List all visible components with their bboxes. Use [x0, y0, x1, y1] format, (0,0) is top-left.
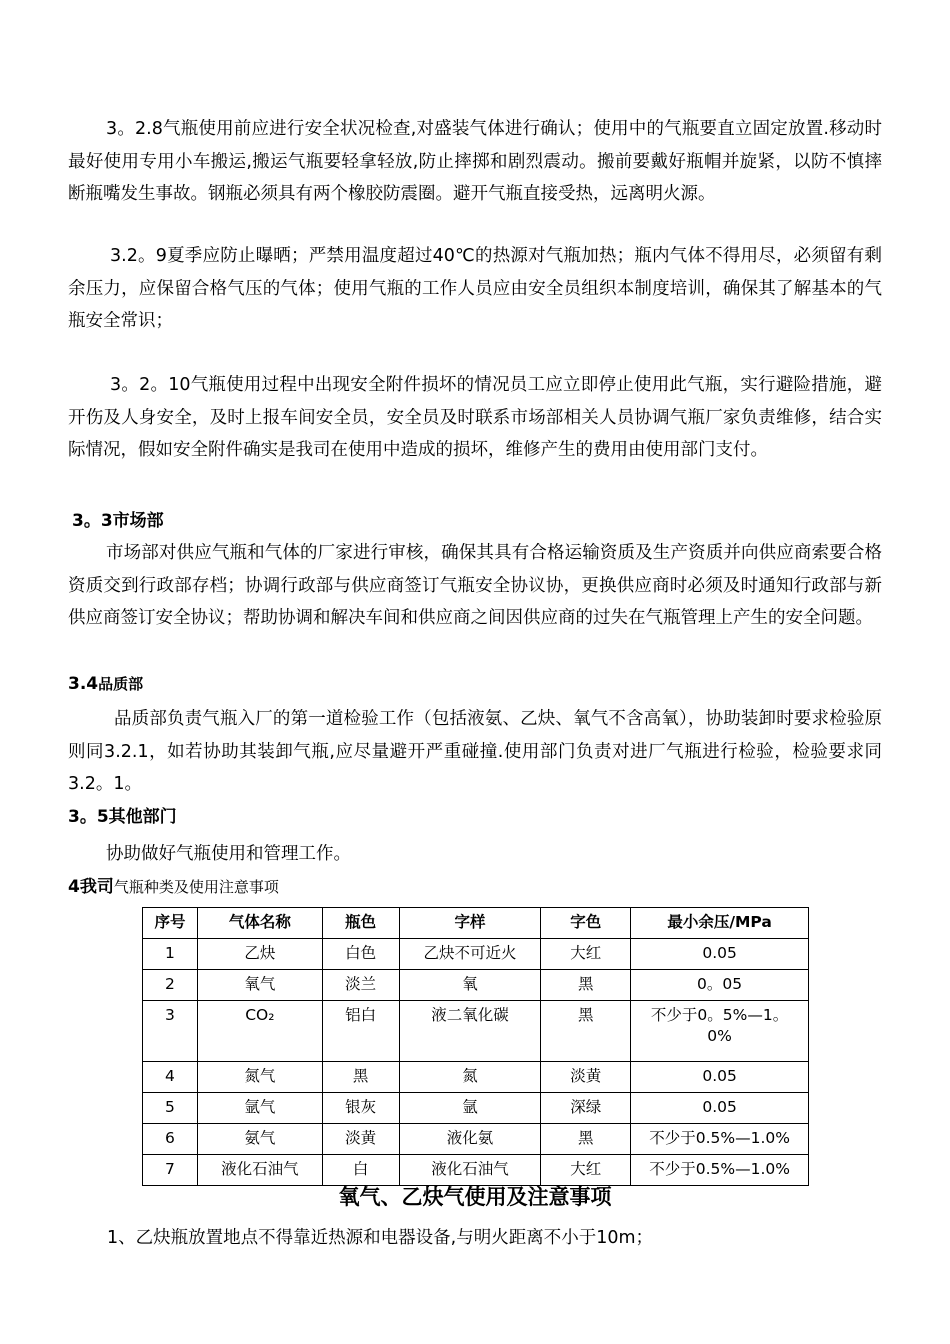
heading-4-text: 气瓶种类及使用注意事项: [113, 878, 279, 896]
table-cell: 7: [143, 1155, 198, 1186]
paragraph-3-2-10: 3。2。10气瓶使用过程中出现安全附件损坏的情况员工应立即停止使用此气瓶，实行避险措施，避开伤及人身安全，及时上报车间安全员，安全员及时联系市场部相关人员协调气瓶厂家负责维修，结合实际情况，假如安全附件确实是我司在使用中造成的损坏，维修产生的费用由使用部门支付。: [68, 375, 882, 460]
table-cell: 液化石油气: [197, 1155, 322, 1186]
table-cell: 铝白: [322, 1001, 399, 1062]
table-cell: 液化氨: [399, 1124, 541, 1155]
table-cell: 黑: [541, 1001, 631, 1062]
table-cell: 0。05: [631, 970, 809, 1001]
table-header-cell: 最小余压/MPa: [631, 908, 809, 939]
table-header-cell: 气体名称: [197, 908, 322, 939]
table-row: [143, 1093, 809, 1124]
table-cell: 液化石油气: [399, 1155, 541, 1186]
table-cell: 液二氧化碳: [399, 1001, 541, 1062]
table-header-cell: 字色: [541, 908, 631, 939]
table-cell: 淡兰: [322, 970, 399, 1001]
table-row: [143, 1001, 809, 1062]
table-cell: 氨气: [197, 1124, 322, 1155]
table-cell: 黑: [322, 1062, 399, 1093]
table-cell: 氮: [399, 1062, 541, 1093]
heading-3-4-number: 3.4: [68, 674, 99, 694]
heading-4-bold: 4我司: [68, 877, 114, 897]
table-cell: 5: [143, 1093, 198, 1124]
table-cell: 深绿: [541, 1093, 631, 1124]
list-item-1: 1、乙炔瓶放置地点不得靠近热源和电器设备,与明火距离不小于10m；: [107, 1228, 654, 1248]
table-cell: 0.05: [631, 939, 809, 970]
table-cell: 乙炔: [197, 939, 322, 970]
paragraph-3-3: 市场部对供应气瓶和气体的厂家进行审核，确保其具有合格运输资质及生产资质并向供应商索要合格资质交到行政部存档；协调行政部与供应商签订气瓶安全协议协，更换供应商时必须及时通知行政部与新供应商签订安全协议；帮助协调和解决车间和供应商之间因供应商的过失在气瓶管理上产生的安全问题。: [68, 543, 882, 628]
table-row: [143, 970, 809, 1001]
table-row: [143, 939, 809, 970]
table-cell: 不少于0。5%—1。0%: [631, 1001, 809, 1062]
table-cell: 氧气: [197, 970, 322, 1001]
section-title: 氧气、乙炔气使用及注意事项: [338, 1185, 612, 1209]
table-cell: 0.05: [631, 1093, 809, 1124]
heading-3-4: [68, 670, 143, 698]
table-cell: 淡黄: [322, 1124, 399, 1155]
gas-cylinder-table: [142, 907, 809, 1186]
table-cell: 6: [143, 1124, 198, 1155]
table-cell: 银灰: [322, 1093, 399, 1124]
paragraph-3-5: 协助做好气瓶使用和管理工作。: [106, 844, 351, 864]
table-header-cell: 序号: [143, 908, 198, 939]
table-cell: 乙炔不可近火: [399, 939, 541, 970]
heading-3-3: 3。3市场部: [72, 511, 164, 531]
table-cell: 大红: [541, 1155, 631, 1186]
table-cell: 氮气: [197, 1062, 322, 1093]
table-header-cell: 字样: [399, 908, 541, 939]
table-header-row: [143, 908, 809, 939]
table-cell: 黑: [541, 1124, 631, 1155]
paragraph-3-4: 品质部负责气瓶入厂的第一道检验工作（包括液氨、乙炔、氧气不含高氧），协助装卸时要求检验原则同3.2.1，如若协助其装卸气瓶,应尽量避开严重碰撞.使用部门负责对进厂气瓶进行检验，检验要求同3.2。1。: [68, 709, 882, 794]
heading-4: [68, 873, 279, 901]
table-cell: 白色: [322, 939, 399, 970]
table-row: [143, 1062, 809, 1093]
table-cell: 2: [143, 970, 198, 1001]
heading-3-5: 3。5其他部门: [68, 807, 177, 827]
table-cell: 氧: [399, 970, 541, 1001]
table-cell: 0.05: [631, 1062, 809, 1093]
paragraph-3-2-9: 3.2。9夏季应防止曝晒；严禁用温度超过40℃的热源对气瓶加热；瓶内气体不得用尽，必须留有剩余压力，应保留合格气压的气体；使用气瓶的工作人员应由安全员组织本制度培训，确保其了解基本的气瓶安全常识；: [68, 246, 882, 331]
table-cell: 不少于0.5%—1.0%: [631, 1124, 809, 1155]
table-cell: 3: [143, 1001, 198, 1062]
table-cell: CO₂: [197, 1001, 322, 1062]
heading-3-4-text: 品质部: [98, 675, 144, 693]
table-cell: 1: [143, 939, 198, 970]
table-cell: 白: [322, 1155, 399, 1186]
table-row: [143, 1124, 809, 1155]
table-cell: 大红: [541, 939, 631, 970]
table-cell: 4: [143, 1062, 198, 1093]
paragraph-3-2-8: 3。2.8气瓶使用前应进行安全状况检查,对盛装气体进行确认；使用中的气瓶要直立固定放置.移动时最好使用专用小车搬运,搬运气瓶要轻拿轻放,防止摔掷和剧烈震动。搬前要戴好瓶帽并旋紧，以防不慎摔断瓶嘴发生事故。钢瓶必须具有两个橡胶防震圈。避开气瓶直接受热，远离明火源。: [68, 119, 882, 204]
table-header-cell: 瓶色: [322, 908, 399, 939]
table-cell: 淡黄: [541, 1062, 631, 1093]
table-cell: 氩气: [197, 1093, 322, 1124]
table-cell: 氩: [399, 1093, 541, 1124]
table-cell: 不少于0.5%—1.0%: [631, 1155, 809, 1186]
table-cell: 黑: [541, 970, 631, 1001]
